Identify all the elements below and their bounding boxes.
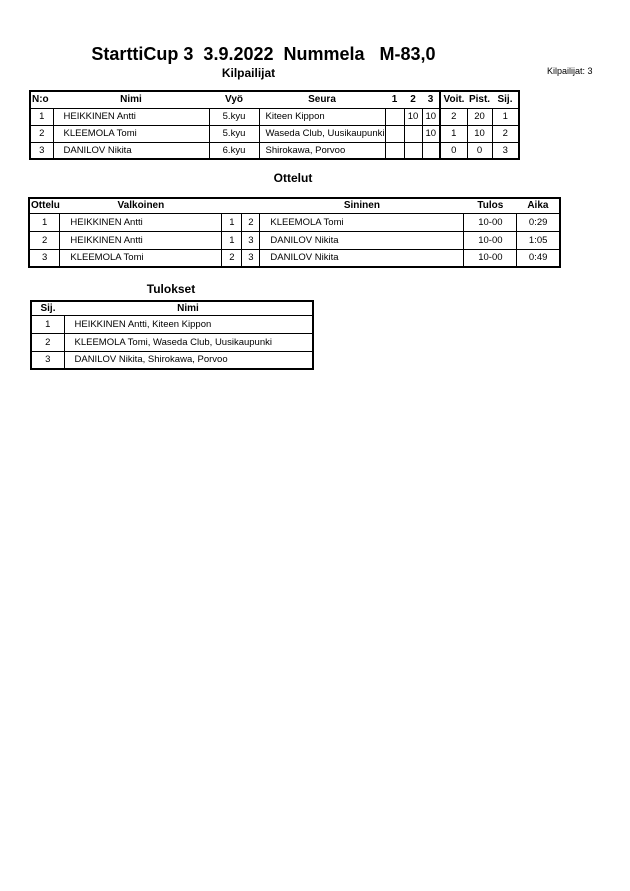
ottelut-header-row [29, 198, 560, 213]
kilpailijat-row [30, 125, 519, 142]
round1-cell [385, 142, 404, 159]
tulokset-table [30, 300, 314, 370]
valkoinen-nro-cell: 2 [222, 249, 242, 267]
col-header-nimi: Nimi [53, 91, 209, 108]
aika-cell: 0:29 [517, 213, 560, 231]
no-cell: 2 [30, 125, 53, 142]
kilpailijat-table [29, 90, 520, 160]
sininen-nro-cell: 3 [242, 231, 260, 249]
tulokset-heading: Tulokset [146, 282, 196, 296]
sininen-cell: DANILOV Nikita [260, 249, 464, 267]
valkoinen-nro-cell: 1 [222, 231, 242, 249]
nimi-cell: HEIKKINEN Antti, Kiteen Kippon [64, 315, 313, 333]
round2-cell: 10 [404, 108, 422, 125]
tulos-cell: 10-00 [464, 213, 517, 231]
ottelut-row [29, 249, 560, 267]
round3-cell: 10 [422, 125, 440, 142]
round1-cell [385, 108, 404, 125]
col-header-ottelu: Ottelu [29, 198, 60, 213]
kilpailijat-heading: Kilpailijat [221, 66, 276, 80]
tulokset-header-row [31, 301, 313, 315]
col-header-aika: Aika [517, 198, 560, 213]
pist-cell: 0 [467, 142, 492, 159]
round2-cell [404, 125, 422, 142]
sininen-cell: DANILOV Nikita [260, 231, 464, 249]
round3-cell [422, 142, 440, 159]
ottelut-table [28, 197, 561, 268]
round2-cell [404, 142, 422, 159]
nimi-cell: HEIKKINEN Antti [53, 108, 209, 125]
page-title: StarttiCup 3 3.9.2022 Nummela M-83,0 [91, 44, 436, 64]
col-header-no: N:o [30, 91, 53, 108]
col-header-round1: 1 [385, 91, 404, 108]
sij-cell: 2 [31, 333, 64, 351]
tulokset-row [31, 333, 313, 351]
valkoinen-cell: KLEEMOLA Tomi [60, 249, 222, 267]
sij-cell: 1 [492, 108, 519, 125]
col-header-pist: Pist. [467, 91, 492, 108]
col-header-voit: Voit. [440, 91, 467, 108]
vyo-cell: 5.kyu [209, 108, 259, 125]
col-header-sininen: Sininen [260, 198, 464, 213]
voit-cell: 1 [440, 125, 467, 142]
sij-cell: 3 [31, 351, 64, 369]
col-header-sininen-nro [242, 198, 260, 213]
competitors-count-label: Kilpailijat: 3 [547, 66, 593, 76]
seura-cell: Shirokawa, Porvoo [259, 142, 385, 159]
col-header-valkoinen-nro [222, 198, 242, 213]
nimi-cell: DANILOV Nikita [53, 142, 209, 159]
col-header-sij: Sij. [492, 91, 519, 108]
ottelut-heading: Ottelut [273, 171, 313, 185]
no-cell: 1 [30, 108, 53, 125]
seura-cell: Waseda Club, Uusikaupunki [259, 125, 385, 142]
col-header-vyo: Vyö [209, 91, 259, 108]
nimi-cell: DANILOV Nikita, Shirokawa, Porvoo [64, 351, 313, 369]
nimi-cell: KLEEMOLA Tomi, Waseda Club, Uusikaupunki [64, 333, 313, 351]
pist-cell: 10 [467, 125, 492, 142]
aika-cell: 1:05 [517, 231, 560, 249]
valkoinen-nro-cell: 1 [222, 213, 242, 231]
no-cell: 3 [30, 142, 53, 159]
ottelu-cell: 1 [29, 213, 60, 231]
voit-cell: 2 [440, 108, 467, 125]
sij-cell: 2 [492, 125, 519, 142]
voit-cell: 0 [440, 142, 467, 159]
seura-cell: Kiteen Kippon [259, 108, 385, 125]
sininen-nro-cell: 2 [242, 213, 260, 231]
tulos-cell: 10-00 [464, 231, 517, 249]
kilpailijat-header-row [30, 91, 519, 108]
vyo-cell: 6.kyu [209, 142, 259, 159]
col-header-round3: 3 [422, 91, 440, 108]
round3-cell: 10 [422, 108, 440, 125]
ottelut-row [29, 231, 560, 249]
sij-cell: 1 [31, 315, 64, 333]
vyo-cell: 5.kyu [209, 125, 259, 142]
kilpailijat-row [30, 142, 519, 159]
round1-cell [385, 125, 404, 142]
valkoinen-cell: HEIKKINEN Antti [60, 213, 222, 231]
valkoinen-cell: HEIKKINEN Antti [60, 231, 222, 249]
kilpailijat-row [30, 108, 519, 125]
col-header-seura: Seura [259, 91, 385, 108]
ottelu-cell: 2 [29, 231, 60, 249]
tulokset-row [31, 351, 313, 369]
col-header-round2: 2 [404, 91, 422, 108]
col-header-nimi: Nimi [64, 301, 313, 315]
nimi-cell: KLEEMOLA Tomi [53, 125, 209, 142]
sininen-cell: KLEEMOLA Tomi [260, 213, 464, 231]
sij-cell: 3 [492, 142, 519, 159]
aika-cell: 0:49 [517, 249, 560, 267]
ottelu-cell: 3 [29, 249, 60, 267]
pist-cell: 20 [467, 108, 492, 125]
col-header-valkoinen: Valkoinen [60, 198, 222, 213]
ottelut-row [29, 213, 560, 231]
tulos-cell: 10-00 [464, 249, 517, 267]
col-header-tulos: Tulos [464, 198, 517, 213]
sininen-nro-cell: 3 [242, 249, 260, 267]
tulokset-row [31, 315, 313, 333]
col-header-sij: Sij. [31, 301, 64, 315]
